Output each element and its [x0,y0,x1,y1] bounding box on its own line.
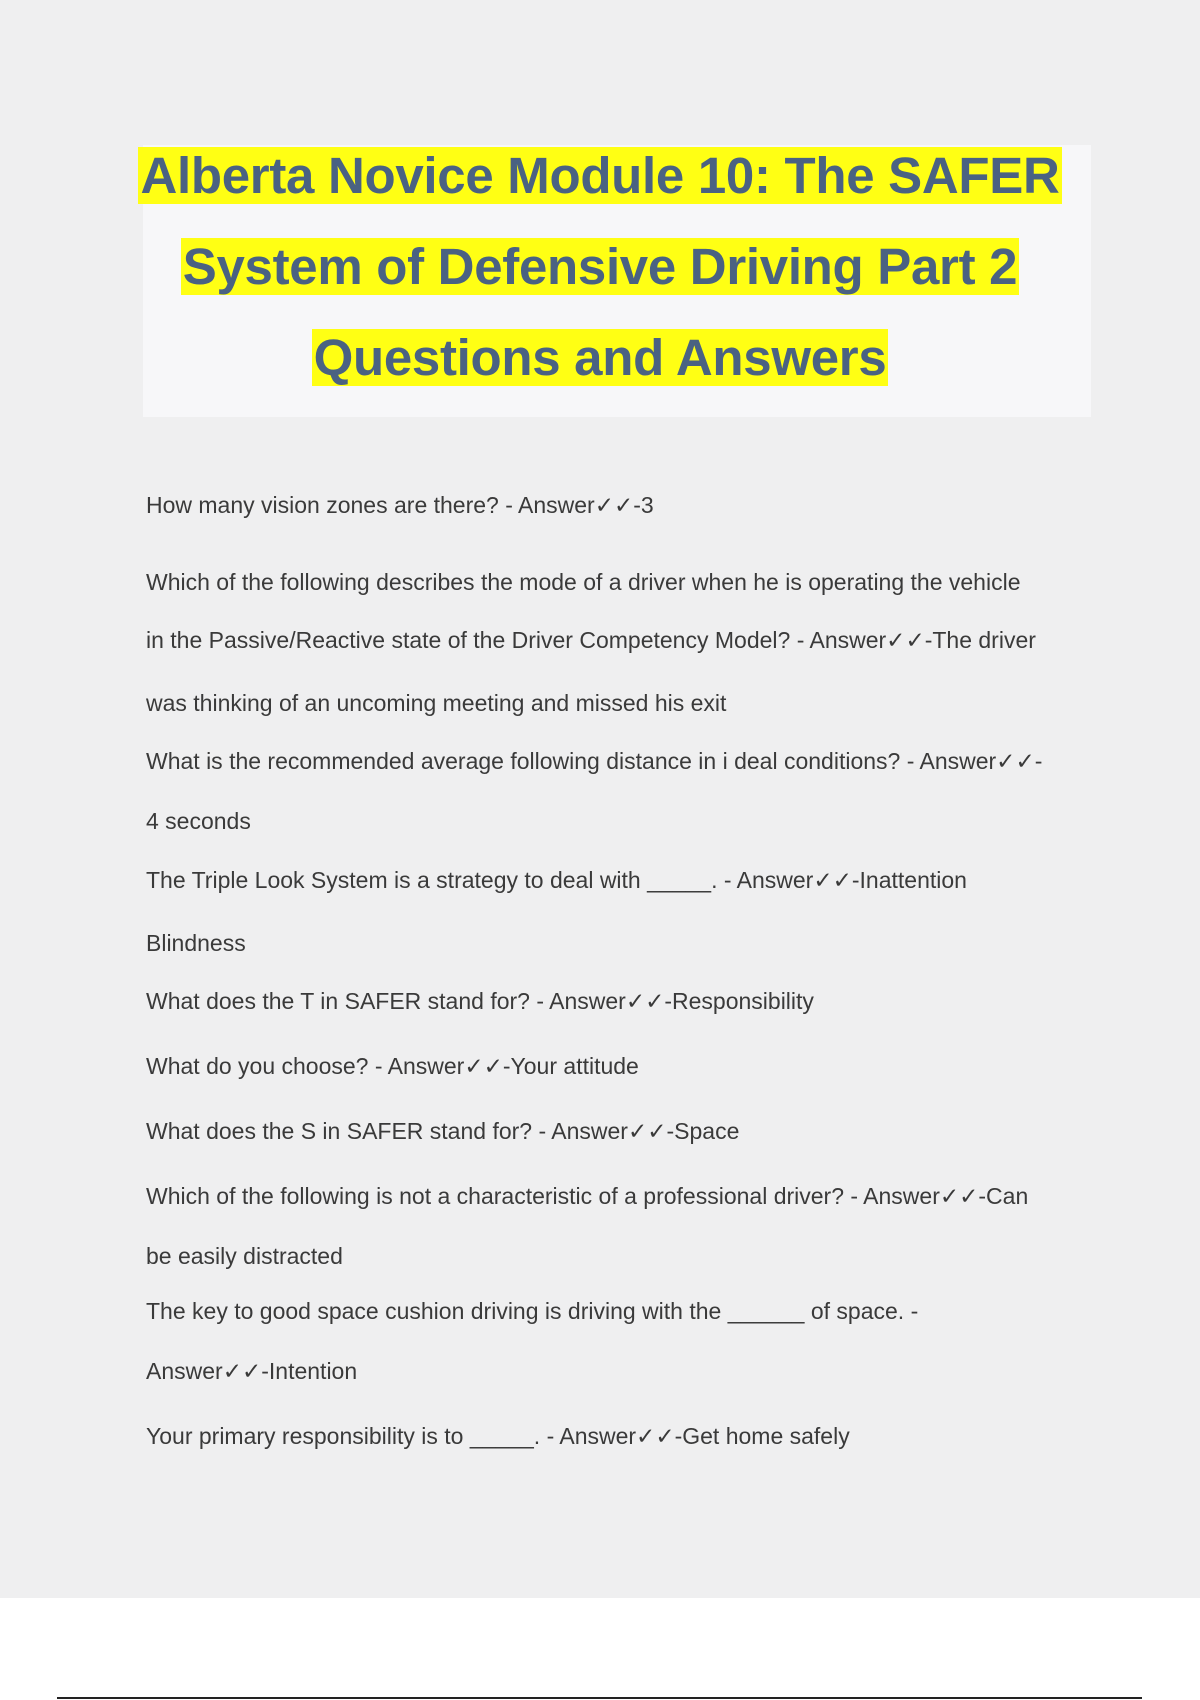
qa-line-4: was thinking of an uncoming meeting and missed his exit [146,690,727,716]
qa-line-5: What is the recommended average following distance in i deal conditions? - Answer✓✓- [146,748,1043,774]
qa-line-7: The Triple Look System is a strategy to deal with _____. - Answer✓✓-Inattention [146,867,967,893]
qa-line-6: 4 seconds [146,808,251,834]
qa-line-14: The key to good space cushion driving is driving with the ______ of space. - [146,1298,919,1324]
qa-line-1: How many vision zones are there? - Answer✓✓-3 [146,492,654,518]
qa-line-8: Blindness [146,930,246,956]
qa-line-9: What does the T in SAFER stand for? - Answer✓✓-Responsibility [146,988,814,1014]
qa-line-10: What do you choose? - Answer✓✓-Your attitude [146,1053,639,1079]
document-title-line-3: Questions and Answers [313,329,887,386]
qa-line-2: Which of the following describes the mode of a driver when he is operating the vehicle [146,569,1021,595]
document-title-line-2: System of Defensive Driving Part 2 [182,238,1018,295]
document-title-line-1: Alberta Novice Module 10: The SAFER [140,147,1060,204]
qa-line-11: What does the S in SAFER stand for? - Answer✓✓-Space [146,1118,740,1144]
qa-line-16: Your primary responsibility is to _____. - Answer✓✓-Get home safely [146,1423,850,1449]
qa-line-13: be easily distracted [146,1243,343,1269]
footer-divider [57,1697,1142,1699]
qa-line-12: Which of the following is not a characteristic of a professional driver? - Answer✓✓-Can [146,1183,1029,1209]
qa-line-15: Answer✓✓-Intention [146,1358,358,1384]
qa-line-3: in the Passive/Reactive state of the Driver Competency Model? - Answer✓✓-The driver [146,627,1036,653]
